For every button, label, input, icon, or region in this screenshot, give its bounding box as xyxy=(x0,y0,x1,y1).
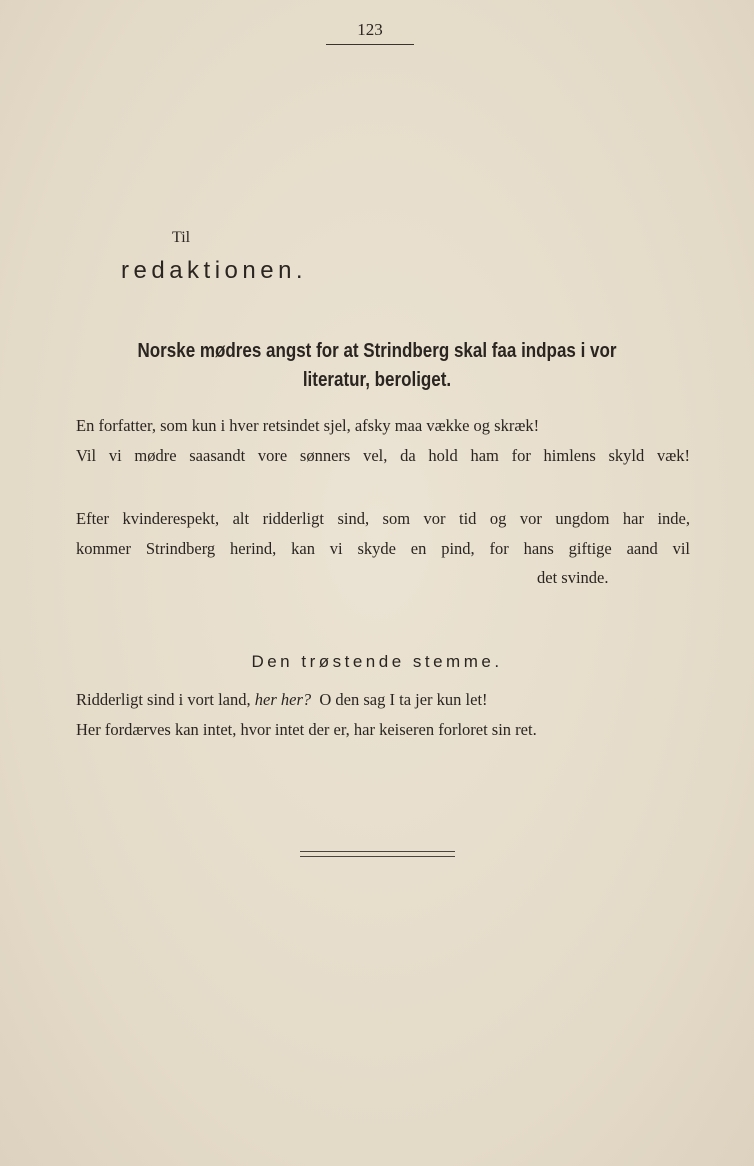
verse-line: En forfatter, som kun i hver retsindet sjel, afsky maa vække og skræk! xyxy=(76,416,540,435)
verse-line: Efter kvinderespekt, alt ridderligt sind, som vor tid og vor ungdom har inde, xyxy=(76,509,690,528)
poem-title-line-1: Norske mødres angst for at Strindberg skal faa indpas i vor xyxy=(137,340,617,362)
salutation: Til xyxy=(172,229,191,246)
addressee: redaktionen. xyxy=(121,257,308,284)
verse-text: O den sag I ta jer kun let! xyxy=(311,690,488,709)
verse-line xyxy=(76,690,488,710)
subtitle: Den trøstende stemme. xyxy=(251,652,503,671)
poem-title-line-2: literatur, beroliget. xyxy=(302,369,452,391)
end-double-rule xyxy=(300,851,455,857)
verse-italic-text: her her? xyxy=(254,690,312,709)
verse-line: Her fordærves kan intet, hvor intet der er, har keiseren forloret sin ret. xyxy=(76,720,537,739)
page-number-rule xyxy=(326,44,414,45)
verse-text: Ridderligt sind i vort land, xyxy=(76,690,255,709)
verse-line: kommer Strindberg herind, kan vi skyde en pind, for hans giftige aand vil xyxy=(76,539,690,558)
verse-line: det svinde. xyxy=(537,568,609,587)
verse-line: Vil vi mødre saasandt vore sønners vel, da hold ham for himlens skyld væk! xyxy=(76,446,690,465)
page-number: 123 xyxy=(357,20,383,39)
